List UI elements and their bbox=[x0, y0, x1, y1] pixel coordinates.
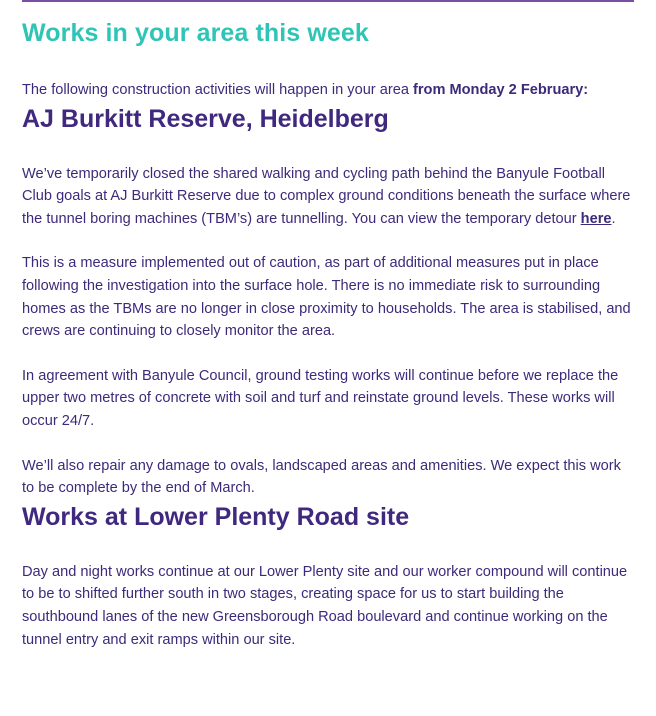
intro-paragraph bbox=[22, 79, 636, 102]
intro-text: The following construction activities will happen in your area bbox=[22, 82, 413, 98]
section-title: Works in your area this week bbox=[22, 19, 369, 47]
aj-burkitt-paragraph-2: This is a measure implemented out of caution, as part of additional measures put in place following the investigation into the surface hole. There is no immediate risk to surrounding homes as the TBMs are no longer in close proximity to households. The area is stabilised, and crews are continuing to closely monitor the area. bbox=[22, 255, 631, 340]
aj-burkitt-p1-text: We’ve temporarily closed the shared walking and cycling path behind the Banyule Football Club goals at AJ Burkitt Reserve due to complex ground conditions beneath the surface where the tunnel boring machines (TBM’s) are tunnelling. You can view the temporary detour bbox=[22, 165, 631, 227]
aj-burkitt-paragraph-1 bbox=[22, 163, 636, 231]
aj-burkitt-heading: AJ Burkitt Reserve, Heidelberg bbox=[22, 104, 389, 133]
top-divider bbox=[22, 0, 634, 2]
aj-burkitt-paragraph-4: We’ll also repair any damage to ovals, landscaped areas and amenities. We expect this work to be complete by the end of March. bbox=[22, 457, 621, 497]
aj-burkitt-p1-end: . bbox=[611, 210, 616, 227]
aj-burkitt-paragraph-3: In agreement with Banyule Council, ground testing works will continue before we replace the upper two metres of concrete with soil and turf and reinstate ground levels. These works will occur 24/7. bbox=[22, 367, 619, 429]
lower-plenty-paragraph-1: Day and night works continue at our Lower Plenty site and our worker compound will continue to be to shifted further south in two stages, creating space for us to start building the southbound lanes of the new Greensborough Road boulevard and continue working on the tunnel entry and exit ramps within our site. bbox=[22, 563, 628, 648]
intro-date: from Monday 2 February: bbox=[413, 82, 589, 98]
newsletter-content bbox=[22, 16, 636, 651]
detour-link[interactable]: here bbox=[580, 210, 612, 227]
lower-plenty-heading: Works at Lower Plenty Road site bbox=[22, 502, 410, 531]
